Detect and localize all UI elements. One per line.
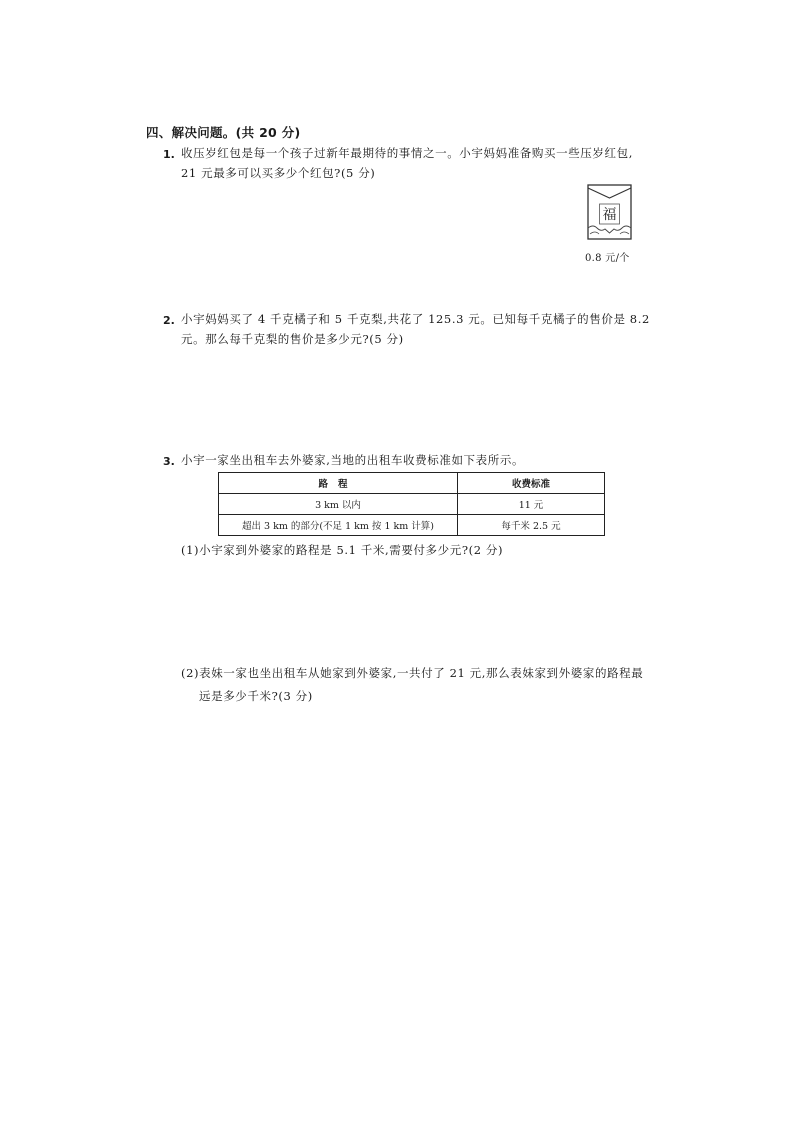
- section-title: 四、解决问题。(共 20 分): [146, 125, 301, 140]
- table-cell: 超出 3 km 的部分(不足 1 km 按 1 km 计算): [219, 515, 458, 536]
- envelope-price-label: 0.8 元/个: [585, 253, 630, 264]
- table-cell: 3 km 以内: [219, 494, 458, 515]
- question-1-number: 1.: [163, 148, 175, 161]
- red-envelope-image: [587, 184, 632, 240]
- question-3-text-line1: 小宇一家坐出租车去外婆家,当地的出租车收费标准如下表所示。: [181, 453, 525, 467]
- red-envelope-icon: [587, 184, 632, 240]
- question-3-number: 3.: [163, 455, 175, 468]
- table-header-row: [219, 473, 605, 494]
- question-2-text-line2: 元。那么每千克梨的售价是多少元?(5 分): [181, 332, 404, 346]
- table-row: [219, 494, 605, 515]
- question-2-number: 2.: [163, 314, 175, 327]
- table-cell: 11 元: [458, 494, 605, 515]
- question-3-sub2-line2: 远是多少千米?(3 分): [199, 689, 313, 703]
- question-1-text-line2: 21 元最多可以买多少个红包?(5 分): [181, 166, 376, 180]
- table-row: [219, 515, 605, 536]
- table-header-fare: 收费标准: [458, 473, 605, 494]
- question-1-text-line1: 收压岁红包是每一个孩子过新年最期待的事情之一。小宇妈妈准备购买一些压岁红包,: [181, 146, 633, 160]
- question-2-text-line1: 小宇妈妈买了 4 千克橘子和 5 千克梨,共花了 125.3 元。已知每千克橘子的售价是 8.2: [181, 312, 650, 326]
- question-3-sub2-line1: (2)表妹一家也坐出租车从她家到外婆家,一共付了 21 元,那么表妹家到外婆家的路程最: [181, 666, 644, 680]
- table-header-distance: 路程: [219, 473, 458, 494]
- question-3-sub1: (1)小宇家到外婆家的路程是 5.1 千米,需要付多少元?(2 分): [181, 543, 504, 557]
- envelope-character: 福: [602, 207, 617, 223]
- table-cell: 每千米 2.5 元: [458, 515, 605, 536]
- taxi-fare-table: [218, 472, 605, 536]
